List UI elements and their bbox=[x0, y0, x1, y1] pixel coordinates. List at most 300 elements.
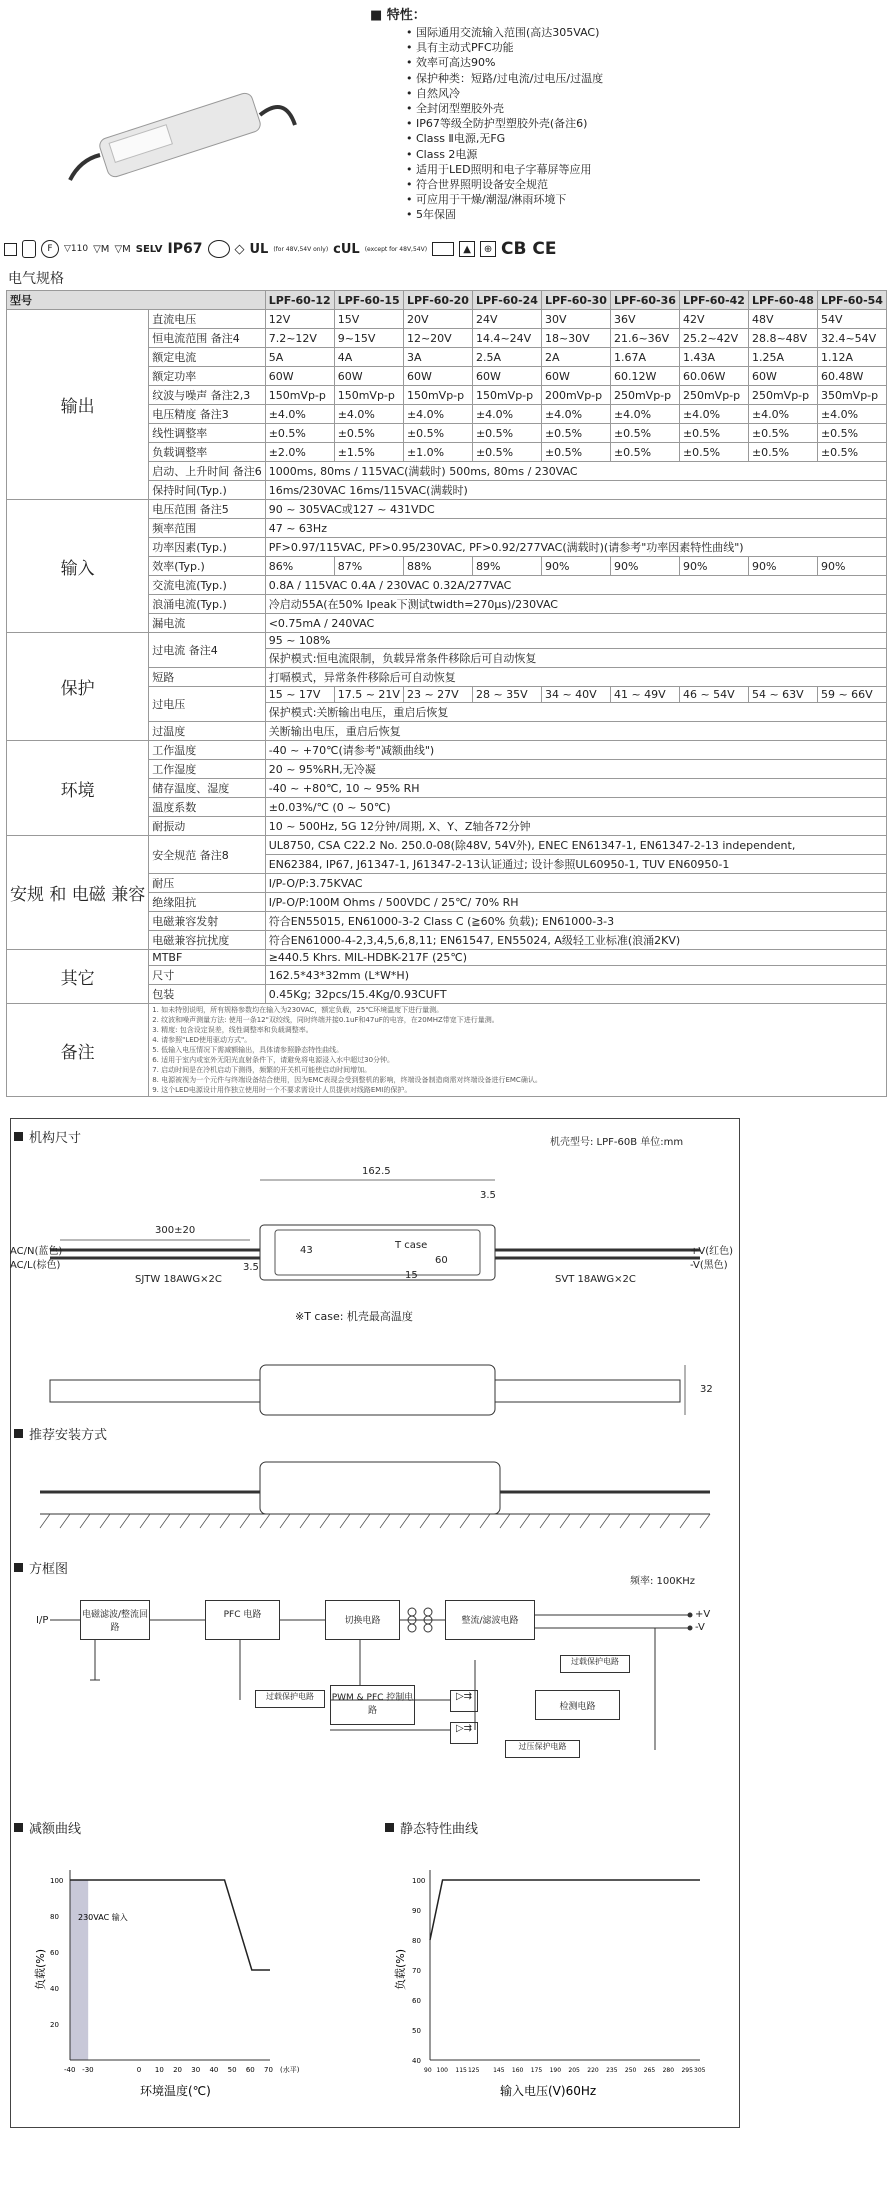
param-value: ≥440.5 Khrs. MIL-HDBK-217F (25℃) bbox=[265, 950, 886, 966]
param-value: 16ms/230VAC 16ms/115VAC(满载时) bbox=[265, 481, 886, 500]
param-value: 162.5*43*32mm (L*W*H) bbox=[265, 966, 886, 985]
feature-item: • Class Ⅱ电源,无FG bbox=[406, 132, 506, 146]
note-line: 4. 请参照"LED使用驱动方式"。 bbox=[152, 1036, 252, 1044]
param-value: 90% bbox=[610, 557, 679, 576]
x-tick-label: 305 bbox=[694, 2067, 706, 2074]
param-value: 9~15V bbox=[334, 329, 403, 348]
param-value: 90 ~ 305VAC或127 ~ 431VDC bbox=[265, 500, 886, 519]
param-label: 过电流 备注4 bbox=[149, 633, 266, 668]
square-icon bbox=[14, 1563, 23, 1572]
x-tick-label: 280 bbox=[662, 2067, 675, 2074]
param-value: 36V bbox=[610, 310, 679, 329]
param-value: 冷启动55A(在50% Ipeak下测试twidth=270μs)/230VAC bbox=[265, 595, 886, 614]
y-tick-label: 80 bbox=[412, 1937, 421, 1945]
param-value: 28.8~48V bbox=[748, 329, 817, 348]
param-value: 30V bbox=[541, 310, 610, 329]
x-tick-label: 40 bbox=[209, 2066, 219, 2074]
param-label: 电压精度 备注3 bbox=[149, 405, 266, 424]
param-label: 启动、上升时间 备注6 bbox=[149, 462, 266, 481]
svt-label: SVT 18AWG×2C bbox=[555, 1274, 636, 1285]
cert-triangle-icon: ▲ bbox=[459, 241, 475, 257]
param-value: 保护模式:关断输出电压，重启后恢复 bbox=[265, 703, 886, 722]
cert-ul-note-2: (except for 48V,54V) bbox=[364, 245, 428, 253]
cert-ip67: IP67 bbox=[167, 241, 203, 257]
param-value: 17.5 ~ 21V bbox=[334, 687, 403, 703]
model-name: LPF-60-12 bbox=[265, 291, 334, 310]
param-value: ±0.5% bbox=[472, 443, 541, 462]
feature-item: • 国际通用交流输入范围(高达305VAC) bbox=[406, 26, 600, 39]
param-value: 1.12A bbox=[817, 348, 886, 367]
param-value: 0.45Kg; 32pcs/15.4Kg/0.93CUFT bbox=[265, 985, 886, 1004]
cert-selv: SELV bbox=[135, 243, 163, 255]
block-emi bbox=[80, 1600, 150, 1640]
param-label: 恒电流范围 备注4 bbox=[149, 329, 266, 348]
param-value: ±0.5% bbox=[610, 443, 679, 462]
param-value: 32.4~54V bbox=[817, 329, 886, 348]
x-tick-label: 145 bbox=[493, 2067, 505, 2074]
param-value: I/P-O/P:100M Ohms / 500VDC / 25℃/ 70% RH bbox=[265, 893, 886, 912]
x-tick-label: 0 bbox=[136, 2066, 142, 2074]
y-tick-label: 60 bbox=[50, 1949, 59, 1957]
feature-item: • 保护种类：短路/过电流/过电压/过温度 bbox=[406, 71, 604, 85]
param-value: 90% bbox=[679, 557, 748, 576]
derating-line bbox=[70, 1880, 270, 1970]
param-value: 23 ~ 27V bbox=[403, 687, 472, 703]
spec-row bbox=[7, 1004, 887, 1097]
cert-enec-icon bbox=[432, 242, 454, 256]
feature-item: • 可应用于干燥/潮湿/淋雨环境下 bbox=[406, 193, 567, 207]
param-value: 86% bbox=[265, 557, 334, 576]
feature-item: • 全封闭型塑胶外壳 bbox=[406, 102, 504, 116]
spec-row bbox=[7, 741, 887, 760]
param-value: ±0.5% bbox=[334, 424, 403, 443]
param-value: 5A bbox=[265, 348, 334, 367]
param-label: 储存温度、湿度 bbox=[149, 779, 266, 798]
y-tick-label: 40 bbox=[412, 2057, 421, 2065]
param-value: 60W bbox=[403, 367, 472, 386]
param-label: MTBF bbox=[149, 950, 266, 966]
spec-title: 电气规格 bbox=[8, 271, 64, 287]
param-value: 150mVp-p bbox=[334, 386, 403, 405]
spec-row bbox=[7, 633, 887, 649]
x-tick-label: 295 bbox=[681, 2067, 693, 2074]
y-axis-label: 负载(%) bbox=[394, 1948, 407, 1990]
block-pwm-text: PWM & PFC 控制电路 bbox=[331, 1693, 414, 1716]
feature-item: • 效率可高达90% bbox=[406, 56, 496, 70]
dim-43: 43 bbox=[300, 1245, 313, 1256]
x-tick-label: 100 bbox=[436, 2067, 449, 2074]
param-label: 直流电压 bbox=[149, 310, 266, 329]
param-value: 54 ~ 63V bbox=[748, 687, 817, 703]
cert-class2-icon: ⊕ bbox=[480, 241, 496, 257]
param-value: 60.06W bbox=[679, 367, 748, 386]
model-name: LPF-60-30 bbox=[541, 291, 610, 310]
param-value: 60W bbox=[541, 367, 610, 386]
cert-ul-note-1: (for 48V,54V only) bbox=[273, 245, 329, 253]
category-label: 保护 bbox=[7, 633, 149, 741]
x-tick-label: 10 bbox=[154, 2066, 164, 2074]
param-label: 频率范围 bbox=[149, 519, 266, 538]
derating-section-title bbox=[14, 1818, 81, 1837]
param-value: ±2.0% bbox=[265, 443, 334, 462]
param-label: 电压范围 备注5 bbox=[149, 500, 266, 519]
square-icon bbox=[14, 1132, 23, 1141]
static-chart bbox=[390, 1840, 720, 2110]
param-label: 电磁兼容发射 bbox=[149, 912, 266, 931]
block-pfc-text: PFC 电路 bbox=[223, 1610, 262, 1620]
param-value: 47 ~ 63Hz bbox=[265, 519, 886, 538]
square-icon bbox=[385, 1823, 394, 1832]
cert-cbce: CB CE bbox=[501, 239, 557, 259]
param-value: ±0.5% bbox=[610, 424, 679, 443]
dim-total: 162.5 bbox=[362, 1166, 391, 1177]
x-tick-label: 190 bbox=[549, 2067, 562, 2074]
features-heading: ■ 特性： bbox=[370, 8, 426, 23]
y-axis-label: 负载(%) bbox=[34, 1948, 47, 1990]
param-value: 60W bbox=[748, 367, 817, 386]
y-tick-label: 50 bbox=[412, 2027, 421, 2035]
x-tick-label: 90 bbox=[424, 2067, 432, 2074]
feature-item: • 5年保固 bbox=[406, 208, 456, 222]
param-label: 交流电流(Typ.) bbox=[149, 576, 266, 595]
note-line: 5. 低输入电压情况下需减额输出，具体请参照静态特性曲线。 bbox=[152, 1046, 344, 1054]
dim-32: 32 bbox=[700, 1384, 713, 1395]
param-label: 短路 bbox=[149, 668, 266, 687]
param-value: 59 ~ 66V bbox=[817, 687, 886, 703]
y-tick-label: 80 bbox=[50, 1913, 59, 1921]
param-value: 60W bbox=[265, 367, 334, 386]
install-section-title bbox=[14, 1424, 107, 1443]
features-list bbox=[370, 25, 740, 223]
derating-chart bbox=[30, 1840, 350, 2110]
cert-pse-icon bbox=[208, 240, 230, 258]
block-switch bbox=[325, 1600, 400, 1640]
param-value: 20 ~ 95%RH,无冷凝 bbox=[265, 760, 886, 779]
spec-row bbox=[7, 291, 887, 310]
param-value: 15V bbox=[334, 310, 403, 329]
install-title-text: 推荐安装方式 bbox=[29, 1428, 108, 1443]
param-value: 350mVp-p bbox=[817, 386, 886, 405]
param-value: ±0.5% bbox=[748, 443, 817, 462]
param-value: ±4.0% bbox=[610, 405, 679, 424]
param-label: 保持时间(Typ.) bbox=[149, 481, 266, 500]
param-label: 电磁兼容抗扰度 bbox=[149, 931, 266, 950]
dim-3-5b: 3.5 bbox=[243, 1262, 259, 1273]
y-tick-label: 60 bbox=[412, 1997, 421, 2005]
param-label: 过温度 bbox=[149, 722, 266, 741]
static-line bbox=[430, 1880, 700, 1940]
block-vpos: +V bbox=[695, 1609, 711, 1620]
square-icon bbox=[14, 1823, 23, 1832]
cert-strip bbox=[4, 236, 746, 262]
param-value: 20V bbox=[403, 310, 472, 329]
param-value: ±4.0% bbox=[541, 405, 610, 424]
param-value: ±0.5% bbox=[817, 443, 886, 462]
x-axis-label: 输入电压(V)60Hz bbox=[500, 2084, 597, 2098]
param-label: 线性调整率 bbox=[149, 424, 266, 443]
block-ovp-text: 过压保护电路 bbox=[518, 1742, 567, 1751]
param-value: 打嗝模式，异常条件移除后可自动恢复 bbox=[265, 668, 886, 687]
dim-15: 15 bbox=[405, 1270, 418, 1281]
x-tick-label: 20 bbox=[173, 2066, 183, 2074]
spec-row bbox=[7, 836, 887, 855]
param-value: 60W bbox=[472, 367, 541, 386]
x-unit: (水平) bbox=[280, 2066, 300, 2074]
param-value: 41 ~ 49V bbox=[610, 687, 679, 703]
param-value: 150mVp-p bbox=[472, 386, 541, 405]
param-value: ±4.0% bbox=[679, 405, 748, 424]
param-value: 1.43A bbox=[679, 348, 748, 367]
param-value: I/P-O/P:3.75KVAC bbox=[265, 874, 886, 893]
param-value: 0.8A / 115VAC 0.4A / 230VAC 0.32A/277VAC bbox=[265, 576, 886, 595]
block-optocoupler-2: ▷⇉ bbox=[450, 1722, 478, 1744]
feature-item: • 符合世界照明设备安全规范 bbox=[406, 178, 548, 192]
spec-row bbox=[7, 950, 887, 966]
y-tick-label: 70 bbox=[412, 1967, 421, 1975]
param-label: 绝缘阻抗 bbox=[149, 893, 266, 912]
param-label: 工作温度 bbox=[149, 741, 266, 760]
x-tick-label: 70 bbox=[264, 2066, 273, 2074]
param-value: ±0.5% bbox=[541, 424, 610, 443]
spec-table bbox=[6, 290, 887, 1097]
block-ol-prot-text: 过载保护电路 bbox=[266, 1692, 314, 1701]
note-line: 6. 适用于室内或室外无阳光直射条件下，请避免将电源浸入水中超过30分钟。 bbox=[152, 1056, 395, 1064]
tcase-label: T case bbox=[395, 1240, 428, 1251]
param-label: 效率(Typ.) bbox=[149, 557, 266, 576]
note-line: 7. 启动时间是在冷机启动下测得，频繁的开关机可能使启动时间增加。 bbox=[152, 1066, 372, 1074]
block-pwm bbox=[330, 1685, 415, 1725]
product-image bbox=[60, 55, 300, 195]
param-value: 250mVp-p bbox=[679, 386, 748, 405]
param-label: 耐压 bbox=[149, 874, 266, 893]
block-emi-text: 电磁滤波/整流回路 bbox=[81, 1610, 149, 1633]
vpos-label: +V(红色) bbox=[690, 1246, 734, 1257]
param-value: ±4.0% bbox=[817, 405, 886, 424]
block-ol-prot2-text: 过载保护电路 bbox=[571, 1657, 619, 1666]
param-value: ±1.5% bbox=[334, 443, 403, 462]
param-value: 关断输出电压，重启后恢复 bbox=[265, 722, 886, 741]
block-section-title bbox=[14, 1558, 68, 1577]
y-tick-label: 90 bbox=[412, 1907, 421, 1915]
param-value: 60W bbox=[334, 367, 403, 386]
param-value: 200mVp-p bbox=[541, 386, 610, 405]
param-value: 2.5A bbox=[472, 348, 541, 367]
cert-box-icon bbox=[4, 243, 17, 256]
x-axis-label: 环境温度(℃) bbox=[140, 2084, 211, 2098]
param-value: 21.6~36V bbox=[610, 329, 679, 348]
cert-f-icon: F bbox=[41, 240, 59, 258]
category-label: 输入 bbox=[7, 500, 149, 633]
model-name: LPF-60-42 bbox=[679, 291, 748, 310]
param-value: 90% bbox=[748, 557, 817, 576]
param-value: 1.67A bbox=[610, 348, 679, 367]
x-tick-label: 175 bbox=[530, 2067, 543, 2074]
feature-item: • 自然风冷 bbox=[406, 86, 460, 100]
ac-n-label: AC/N(蓝色) bbox=[10, 1246, 63, 1257]
features-block bbox=[370, 4, 740, 223]
mech-case-label: 机壳型号: LPF-60B 单位:mm bbox=[550, 1137, 684, 1148]
feature-item: • 具有主动式PFC功能 bbox=[406, 41, 514, 55]
param-label: 纹波与噪声 备注2,3 bbox=[149, 386, 266, 405]
model-name: LPF-60-48 bbox=[748, 291, 817, 310]
param-label: 包装 bbox=[149, 985, 266, 1004]
param-label: 额定电流 bbox=[149, 348, 266, 367]
param-value: <0.75mA / 240VAC bbox=[265, 614, 886, 633]
param-value: 88% bbox=[403, 557, 472, 576]
param-value: 12~20V bbox=[403, 329, 472, 348]
mech-title-text: 机构尺寸 bbox=[29, 1131, 82, 1146]
x-tick-label: 125 bbox=[467, 2067, 480, 2074]
param-value: 250mVp-p bbox=[610, 386, 679, 405]
param-value: 18~30V bbox=[541, 329, 610, 348]
notes-cell bbox=[149, 1004, 887, 1097]
mech-drawing bbox=[10, 1150, 740, 1440]
category-label: 输出 bbox=[7, 310, 149, 500]
block-vneg: -V bbox=[695, 1622, 705, 1633]
param-value: 保护模式:恒电流限制，负载异常条件移除后可自动恢复 bbox=[265, 649, 886, 668]
param-label: 工作湿度 bbox=[149, 760, 266, 779]
param-value: ±0.03%/℃ (0 ~ 50℃) bbox=[265, 798, 886, 817]
static-section-title bbox=[385, 1818, 478, 1837]
derating-title-text: 减额曲线 bbox=[29, 1822, 82, 1837]
block-ip: I/P bbox=[36, 1615, 49, 1626]
category-label: 其它 bbox=[7, 950, 149, 1004]
dim-60: 60 bbox=[435, 1255, 448, 1266]
block-pfc bbox=[205, 1600, 280, 1640]
block-freq: 频率: 100KHz bbox=[630, 1576, 695, 1587]
param-label: 浪涌电流(Typ.) bbox=[149, 595, 266, 614]
x-tick-label: 60 bbox=[245, 2066, 255, 2074]
dim-3-5: 3.5 bbox=[480, 1190, 496, 1201]
cert-sq-icon: ◇ bbox=[234, 241, 245, 257]
param-value: 4A bbox=[334, 348, 403, 367]
x-tick-label: 50 bbox=[227, 2066, 237, 2074]
param-value: 28 ~ 35V bbox=[472, 687, 541, 703]
param-value: EN62384, IP67, J61347-1, J61347-2-13认证通过; 设计参照UL60950-1, TUV EN60950-1 bbox=[265, 855, 886, 874]
cert-cul-icon: cUL bbox=[333, 241, 360, 257]
y-tick-label: 40 bbox=[50, 1985, 59, 1993]
block-switch-text: 切换电路 bbox=[344, 1616, 381, 1626]
param-value: ±4.0% bbox=[334, 405, 403, 424]
param-value: 250mVp-p bbox=[748, 386, 817, 405]
param-label: 功率因素(Typ.) bbox=[149, 538, 266, 557]
param-value: 15 ~ 17V bbox=[265, 687, 334, 703]
block-rect bbox=[445, 1600, 535, 1640]
note-line: 8. 电源被视为一个元件与终端设备结合使用，因为EMC表现会受到整机的影响，终端设备制造商需对终端设备进行EMC确认。 bbox=[152, 1076, 542, 1084]
block-ovp bbox=[505, 1740, 580, 1758]
param-value: 符合EN61000-4-2,3,4,5,6,8,11; EN61547, EN55024, A级轻工业标准(浪涌2KV) bbox=[265, 931, 886, 950]
param-value: PF>0.97/115VAC, PF>0.95/230VAC, PF>0.92/277VAC(满载时)(请参考"功率因素特性曲线") bbox=[265, 538, 886, 557]
param-value: 46 ~ 54V bbox=[679, 687, 748, 703]
param-label: 温度系数 bbox=[149, 798, 266, 817]
cert-lamp-icon bbox=[22, 240, 36, 258]
param-value: 1000ms, 80ms / 115VAC(满载时) 500ms, 80ms / 230VAC bbox=[265, 462, 886, 481]
note-line: 1. 如未特别说明，所有规格参数均在输入为230VAC，额定负载，25℃环境温度下进行量测。 bbox=[152, 1006, 444, 1014]
param-value: 10 ~ 500Hz, 5G 12分钟/周期, X、Y、Z轴各72分钟 bbox=[265, 817, 886, 836]
param-value: 95 ~ 108% bbox=[265, 633, 886, 649]
y-tick-label: 100 bbox=[50, 1877, 64, 1885]
param-value: ±4.0% bbox=[472, 405, 541, 424]
param-value: ±0.5% bbox=[403, 424, 472, 443]
note-line: 9. 这个LED电源设计用作独立使用时一个不要求需设计人员提供对线路EMI的保护。 bbox=[152, 1086, 412, 1094]
param-value: ±0.5% bbox=[541, 443, 610, 462]
dim-cable-left: 300±20 bbox=[155, 1225, 196, 1236]
param-value: 12V bbox=[265, 310, 334, 329]
feature-item: • 适用于LED照明和电子字幕屏等应用 bbox=[406, 162, 592, 176]
model-name: LPF-60-20 bbox=[403, 291, 472, 310]
param-value: 54V bbox=[817, 310, 886, 329]
param-value: -40 ~ +70℃(请参考"减额曲线") bbox=[265, 741, 886, 760]
x-tick-label: -40 bbox=[64, 2066, 76, 2074]
param-value: ±0.5% bbox=[265, 424, 334, 443]
x-tick-label: -30 bbox=[82, 2066, 94, 2074]
param-value: 1.25A bbox=[748, 348, 817, 367]
param-value: 24V bbox=[472, 310, 541, 329]
note-line: 3. 精度: 包含设定误差，线性调整率和负载调整率。 bbox=[152, 1026, 313, 1034]
x-tick-label: 250 bbox=[624, 2067, 637, 2074]
category-label: 环境 bbox=[7, 741, 149, 836]
model-label: 型号 bbox=[7, 291, 266, 310]
param-value: 60.48W bbox=[817, 367, 886, 386]
model-name: LPF-60-15 bbox=[334, 291, 403, 310]
x-tick-label: 220 bbox=[587, 2067, 599, 2074]
y-tick-label: 20 bbox=[50, 2021, 59, 2029]
cert-110-icon: ▽110 bbox=[64, 244, 89, 254]
param-value: 42V bbox=[679, 310, 748, 329]
param-value: ±0.5% bbox=[679, 443, 748, 462]
x-tick-label: 160 bbox=[511, 2067, 524, 2074]
x-tick-label: 30 bbox=[191, 2066, 201, 2074]
param-value: 符合EN55015, EN61000-3-2 Class C (≧60% 负载); EN61000-3-3 bbox=[265, 912, 886, 931]
param-value: UL8750, CSA C22.2 No. 250.0-08(除48V, 54V外), ENEC EN61347-1, EN61347-2-13 independent, bbox=[265, 836, 886, 855]
category-label: 备注 bbox=[7, 1004, 149, 1097]
derating-note: 230VAC 输入 bbox=[78, 1913, 128, 1922]
block-detect bbox=[535, 1690, 620, 1720]
param-value: ±4.0% bbox=[403, 405, 472, 424]
square-icon bbox=[14, 1429, 23, 1438]
spec-row bbox=[7, 310, 887, 329]
block-detect-text: 检测电路 bbox=[559, 1702, 596, 1712]
vneg-label: -V(黑色) bbox=[690, 1260, 728, 1271]
param-label: 额定功率 bbox=[149, 367, 266, 386]
param-value: 150mVp-p bbox=[265, 386, 334, 405]
param-label: 尺寸 bbox=[149, 966, 266, 985]
sjtw-label: SJTW 18AWG×2C bbox=[135, 1274, 222, 1285]
param-value: ±0.5% bbox=[817, 424, 886, 443]
feature-item: • IP67等级全防护型塑胶外壳(备注6) bbox=[406, 117, 588, 131]
cert-mm-icon: ▽M bbox=[114, 243, 131, 255]
param-value: ±1.0% bbox=[403, 443, 472, 462]
param-label: 过电压 bbox=[149, 687, 266, 722]
param-value: 48V bbox=[748, 310, 817, 329]
param-value: ±4.0% bbox=[265, 405, 334, 424]
param-value: 87% bbox=[334, 557, 403, 576]
ac-l-label: AC/L(棕色) bbox=[10, 1260, 61, 1271]
param-value: ±4.0% bbox=[748, 405, 817, 424]
block-rect-text: 整流/滤波电路 bbox=[461, 1616, 519, 1626]
block-ol-prot2 bbox=[560, 1655, 630, 1673]
tcase-note: ※T case: 机壳最高温度 bbox=[295, 1310, 413, 1323]
x-tick-label: 265 bbox=[643, 2067, 656, 2074]
param-value: 150mVp-p bbox=[403, 386, 472, 405]
param-value: ±0.5% bbox=[679, 424, 748, 443]
param-value: 3A bbox=[403, 348, 472, 367]
block-title-text: 方框图 bbox=[29, 1562, 69, 1577]
block-ol-prot bbox=[255, 1690, 325, 1708]
x-tick-label: 205 bbox=[568, 2067, 580, 2074]
feature-item: • Class 2电源 bbox=[406, 147, 478, 161]
param-label: 负载调整率 bbox=[149, 443, 266, 462]
